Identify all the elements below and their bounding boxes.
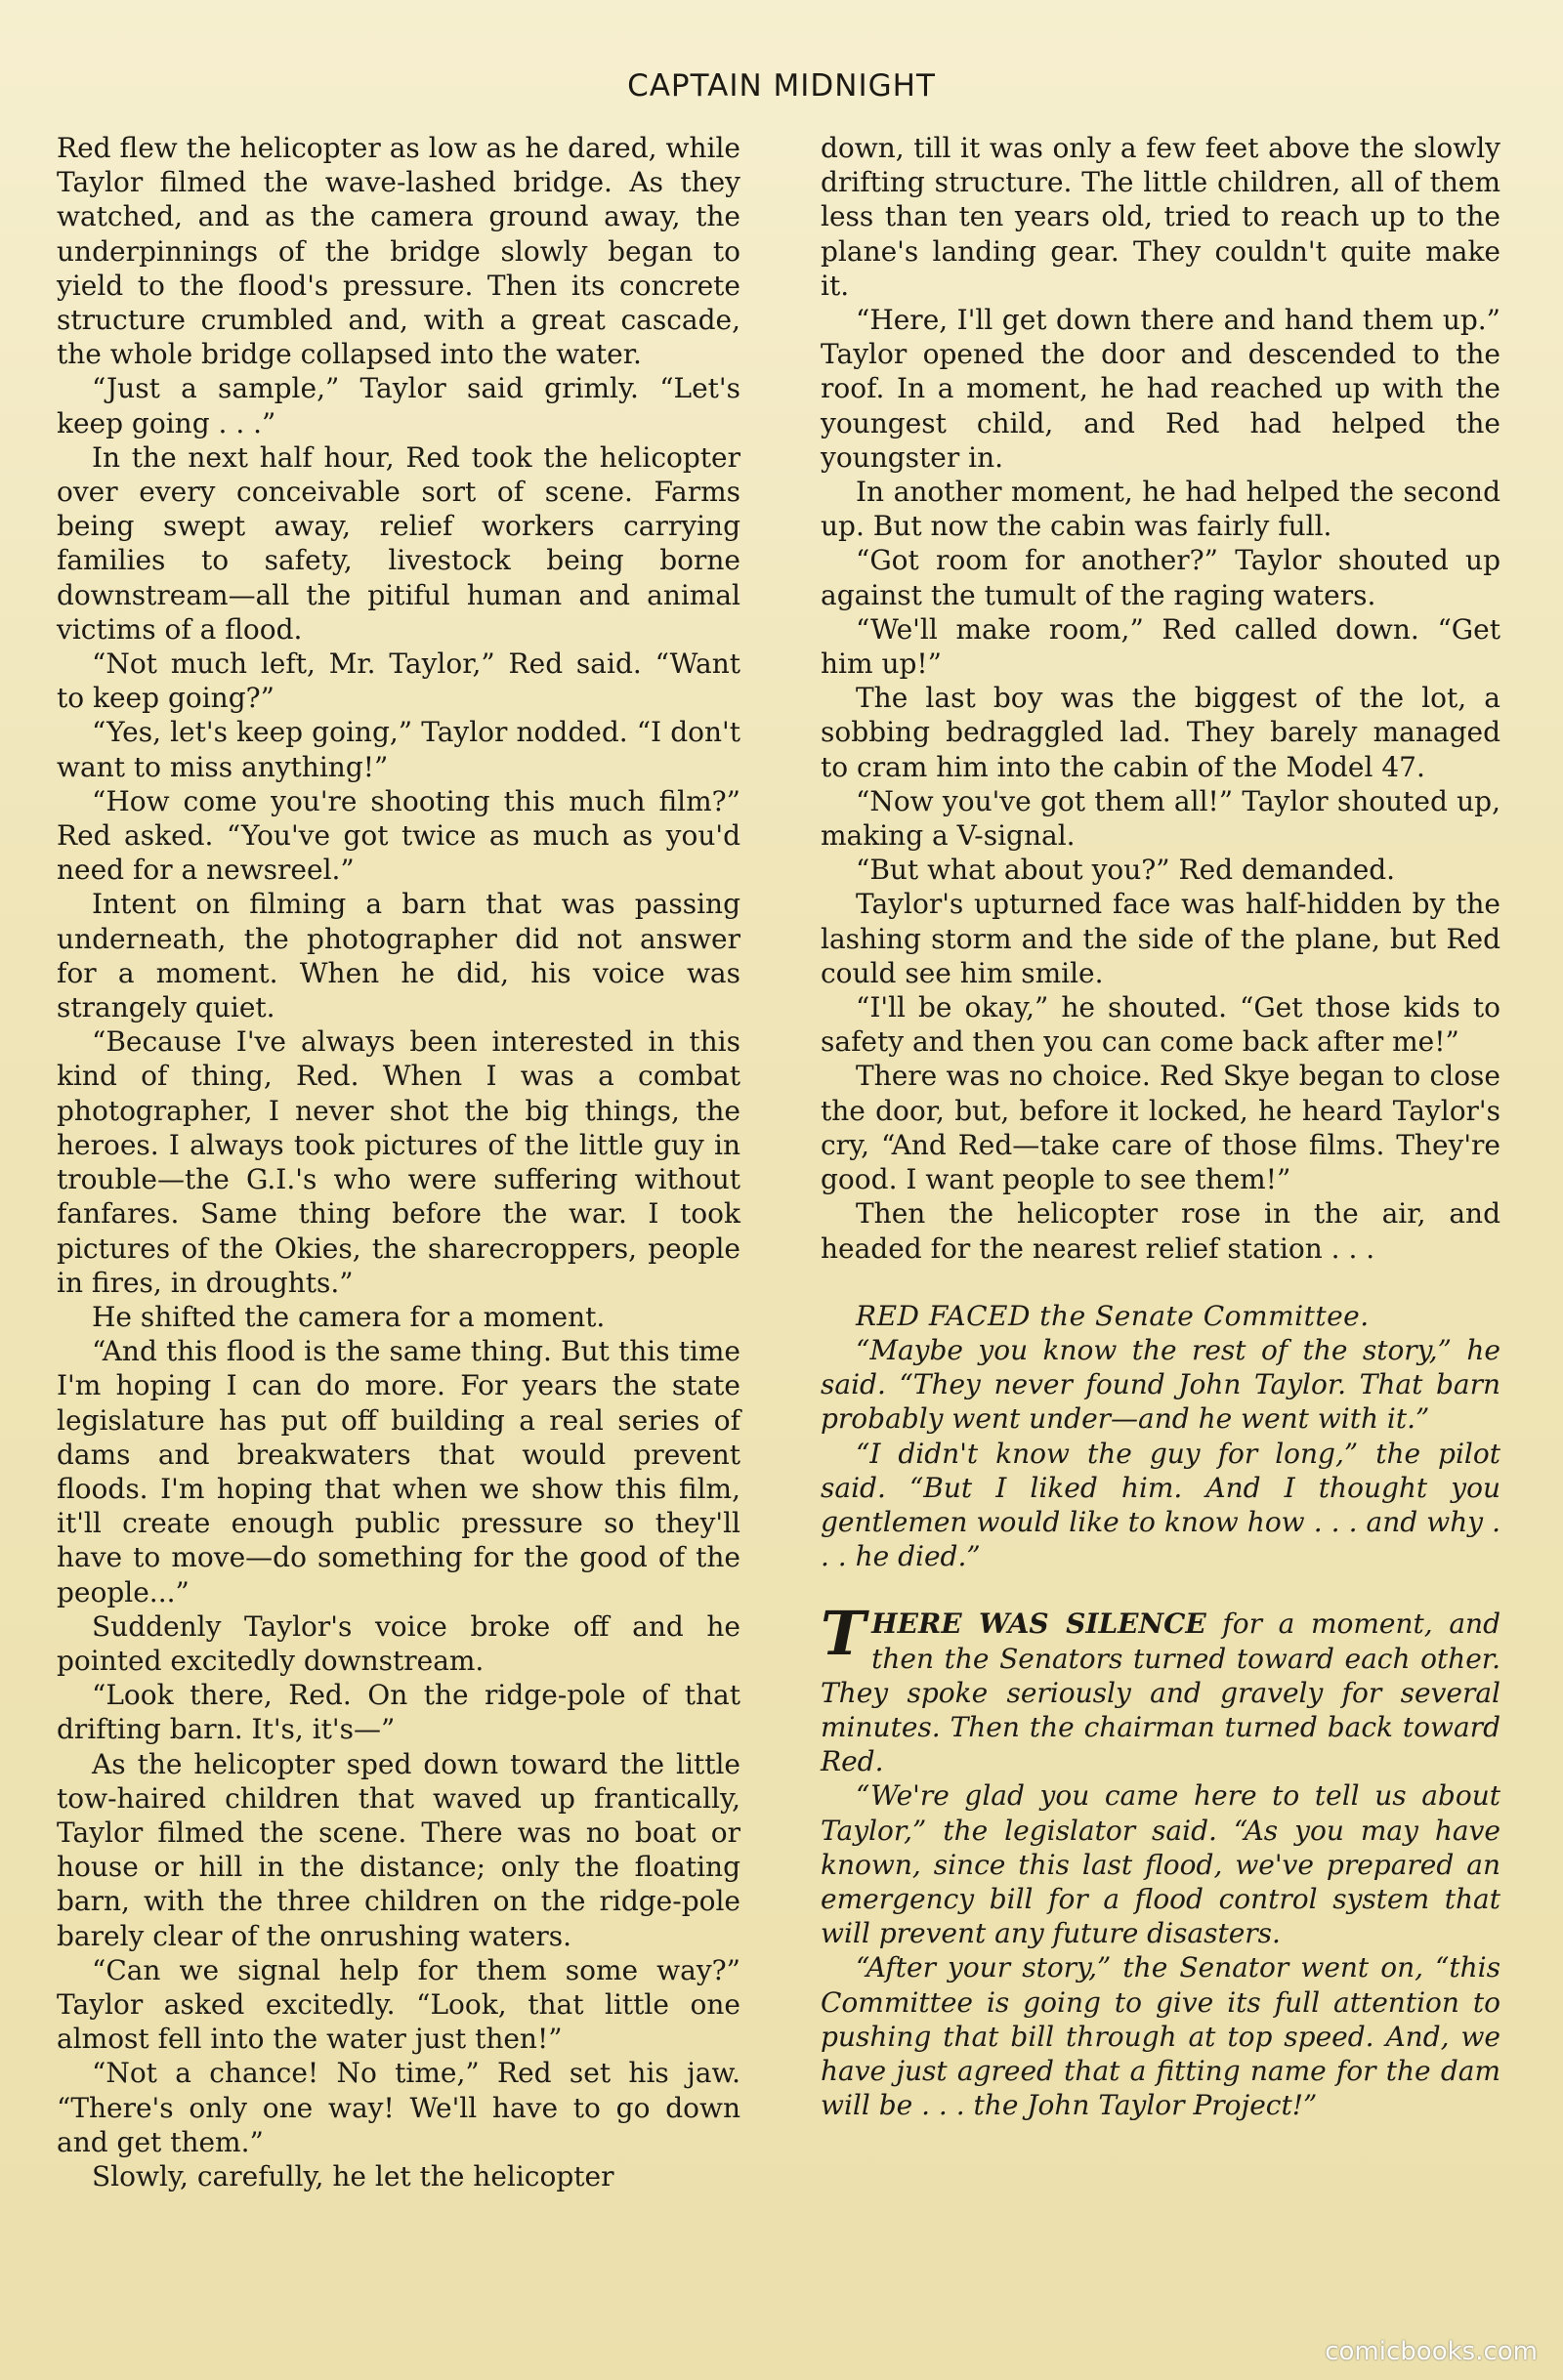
paragraph: “And this flood is the same thing. But this time I'm hoping I can do more. For years the state legislature has put off building a real series of dams and breakwaters that would prevent floods. I'm hoping that when we show this film, it'll create enough public pressure so they'll have to move—do something for the good of the people...”	[57, 1335, 740, 1608]
paragraph: The last boy was the biggest of the lot, a sobbing bedraggled lad. They barely managed to cram him into the cabin of the Model 47.	[821, 682, 1500, 783]
paragraph: “We're glad you came here to tell us about Taylor,” the legislator said. “As you may have known, since this last flood, we've prepared an emergency bill for a flood control system that will prevent any future disasters.	[821, 1779, 1500, 1950]
right-column	[821, 131, 1500, 2122]
paragraph: “Maybe you know the rest of the story,” he said. “They never found John Taylor. That barn probably went under—and he went with it.”	[821, 1333, 1500, 1436]
paragraph: He shifted the camera for a moment.	[92, 1300, 606, 1333]
paragraph: “How come you're shooting this much film?” Red asked. “You've got twice as much as you'd need for a newsreel.”	[57, 784, 740, 887]
paragraph: Then the helicopter rose in the air, and headed for the nearest relief station . . .	[821, 1197, 1500, 1265]
paragraph: “But what about you?” Red demanded.	[856, 854, 1396, 887]
lead-in: HERE WAS SILENCE	[871, 1608, 1206, 1641]
paragraph: “After your story,” the Senator went on, “this Committee is going to give its full attention to pushing that bill through at top speed. And, we have just agreed that a fitting name for the dam will be . . . the John Taylor Project!”	[821, 1951, 1500, 2122]
paragraph: Suddenly Taylor's voice broke off and he pointed excitedly downstream.	[57, 1609, 740, 1677]
paragraph: Red flew the helicopter as low as he dared, while Taylor filmed the wave-lashed bridge. As they watched, and as the camera ground away, the underpinnings of the bridge slowly began to yield to the flood's pressure. Then its concrete structure crumbled and, with a great cascade, the whole bridge collapsed into the water.	[57, 132, 740, 371]
paragraph: Slowly, carefully, he let the helicopter	[92, 2159, 614, 2192]
paragraph: “Not much left, Mr. Taylor,” Red said. “Want to keep going?”	[57, 647, 740, 715]
paragraph-text: for a moment, and then the Senators turned toward each other. They spoke seriously and gravely for several minutes. Then the chairman turned back toward Red.	[821, 1608, 1500, 1778]
paragraph: “I didn't know the guy for long,” the pilot said. “But I liked him. And I thought you gentlemen would like to know how . . . and why . . . he died.”	[821, 1437, 1500, 1573]
paragraph: Intent on filming a barn that was passing underneath, the photographer did not answer for a moment. When he did, his voice was strangely quiet.	[57, 888, 740, 1024]
paragraph: In another moment, he had helped the second up. But now the cabin was fairly full.	[821, 476, 1500, 543]
paragraph: RED FACED the Senate Committee.	[856, 1299, 1370, 1332]
page-title: CAPTAIN MIDNIGHT	[627, 68, 936, 104]
paragraph: “Now you've got them all!” Taylor shouted up, making a V-signal.	[821, 784, 1500, 853]
paragraph: As the helicopter sped down toward the little tow-haired children that waved up frantically, Taylor filmed the scene. There was no boat or house or hill in the distance; only the floating barn, with the three children on the ridge-pole barely clear of the onrushing waters.	[57, 1747, 740, 1952]
left-column	[57, 131, 740, 2193]
paragraph: “Because I've always been interested in this kind of thing, Red. When I was a combat photographer, I never shot the big things, the heroes. I always took pictures of the little guy in trouble—the G.I.'s who were suffering without fanfares. Same thing before the war. I took pictures of the Okies, the sharecroppers, people in fires, in droughts.”	[57, 1025, 740, 1299]
paragraph: down, till it was only a few feet above the slowly drifting structure. The little children, all of them less than ten years old, tried to reach up to the plane's landing gear. They couldn't quite make it.	[821, 132, 1500, 302]
watermark: comicbooks.com	[1325, 2337, 1538, 2366]
paragraph: “Yes, let's keep going,” Taylor nodded. “I don't want to miss anything!”	[57, 716, 740, 783]
drop-cap: T	[821, 1598, 866, 1670]
paragraph: “Look there, Red. On the ridge-pole of that drifting barn. It's, it's—”	[57, 1679, 740, 1746]
paragraph: “Got room for another?” Taylor shouted up against the tumult of the raging waters.	[821, 544, 1500, 611]
paragraph: “Just a sample,” Taylor said grimly. “Let's keep going . . .”	[57, 372, 740, 439]
paragraph-drop-cap	[821, 1598, 1500, 1778]
paragraph: Taylor's upturned face was half-hidden by the lashing storm and the side of the plane, but Red could see him smile.	[821, 888, 1500, 989]
paragraph: In the next half hour, Red took the helicopter over every conceivable sort of scene. Farms being swept away, relief workers carrying families to safety, livestock being borne downstream—all the pitiful human and animal victims of a flood.	[57, 440, 740, 646]
paragraph: “Here, I'll get down there and hand them up.” Taylor opened the door and descended to the roof. In a moment, he had reached up with the youngest child, and Red had helped the youngster in.	[821, 304, 1500, 474]
section-gap	[821, 1573, 1500, 1607]
paragraph: “Not a chance! No time,” Red set his jaw. “There's only one way! We'll have to go down and get them.”	[57, 2057, 740, 2158]
paragraph: “We'll make room,” Red called down. “Get him up!”	[821, 612, 1500, 681]
paragraph: There was no choice. Red Skye began to close the door, but, before it locked, he heard Taylor's cry, “And Red—take care of those films. They're good. I want people to see them!”	[821, 1060, 1500, 1196]
section-gap	[821, 1266, 1500, 1299]
paragraph: “I'll be okay,” he shouted. “Get those kids to safety and then you can come back after me!”	[821, 991, 1500, 1059]
paragraph: “Can we signal help for them some way?” Taylor asked excitedly. “Look, that little one almost fell into the water just then!”	[57, 1953, 740, 2056]
